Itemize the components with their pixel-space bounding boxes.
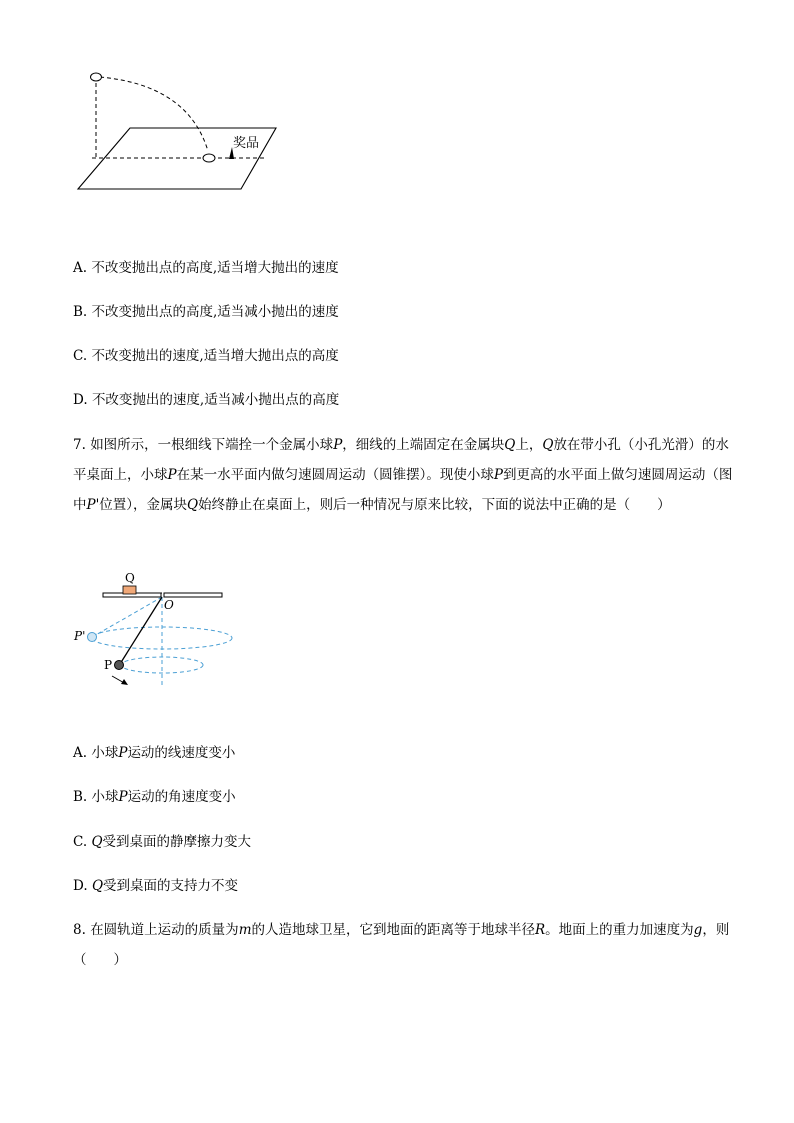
option-text: 不改变抛出点的高度,适当增大抛出的速度 xyxy=(91,260,339,276)
q7-option-c[interactable] xyxy=(73,832,251,852)
stem-text: ，细线的上端固定在金属块 xyxy=(342,437,505,453)
option-text: 受到桌面的支持力不变 xyxy=(103,878,239,894)
stem-text: 放在带小孔（小孔光滑）的水平桌面上，小球 xyxy=(73,437,729,483)
option-key: A. xyxy=(73,745,88,761)
option-text: 不改变抛出点的高度,适当减小抛出的速度 xyxy=(91,304,339,320)
option-text: 不改变抛出的速度,适当减小抛出点的高度 xyxy=(91,392,340,408)
projectile-diagram xyxy=(70,65,290,195)
option-key: D. xyxy=(73,392,88,408)
option-key: D. xyxy=(73,878,88,894)
option-text: 不改变抛出的速度,适当增大抛出点的高度 xyxy=(91,348,339,364)
label-o: O xyxy=(164,598,174,612)
var-q: Q xyxy=(504,437,516,453)
label-p: P xyxy=(104,658,113,672)
landing-ball xyxy=(203,154,215,162)
stem-text: 。地面上的重力加速度为 xyxy=(545,922,694,938)
option-text: 运动的线速度变小 xyxy=(127,745,236,761)
q7-option-d[interactable] xyxy=(73,876,238,896)
option-key: C. xyxy=(73,834,88,850)
option-text: 运动的角速度变小 xyxy=(127,789,236,805)
option-var: Q xyxy=(91,834,103,850)
option-key: B. xyxy=(73,304,88,320)
table-right xyxy=(164,593,222,597)
ball-p xyxy=(115,661,124,670)
label-q: Q xyxy=(125,571,135,585)
var-p: P xyxy=(333,437,343,453)
stem-text: 的人造地球卫星，它到地面的距离等于地球半径 xyxy=(251,922,535,938)
option-var: P xyxy=(118,789,128,805)
var-g: g xyxy=(693,922,703,938)
q6-option-b[interactable] xyxy=(73,302,339,322)
option-var: Q xyxy=(91,878,104,894)
var-q: Q xyxy=(542,437,554,453)
stem-text: 在圆轨道上运动的质量为 xyxy=(90,922,239,938)
stem-text: 在某一水平面内做匀速圆周运动（圆锥摆）。现使小球 xyxy=(176,467,494,483)
var-p-prime: P' xyxy=(86,497,100,513)
block-q xyxy=(123,586,136,594)
q6-option-a[interactable] xyxy=(73,258,339,278)
option-var: P xyxy=(118,745,128,761)
q8-stem xyxy=(73,915,733,975)
ball-p-prime xyxy=(88,633,97,642)
upper-orbit xyxy=(92,627,232,649)
pendulum-diagram xyxy=(70,568,240,693)
string-p-prime xyxy=(94,597,162,636)
option-key: A. xyxy=(73,260,88,276)
projectile-figure xyxy=(70,65,290,195)
option-text: 受到桌面的静摩擦力变大 xyxy=(102,834,252,850)
option-text: 小球 xyxy=(91,789,119,805)
question-number: 7. xyxy=(73,437,86,453)
q6-option-c[interactable] xyxy=(73,346,339,366)
stem-text: 如图所示，一根细线下端拴一个金属小球 xyxy=(90,437,334,453)
option-key: C. xyxy=(73,348,88,364)
stem-text: 位置），金属块 xyxy=(99,497,188,513)
conical-pendulum-figure xyxy=(70,568,240,693)
stem-text: 始终静止在桌面上，则后一种情况与原来比较，下面的说法中正确的是（ ） xyxy=(198,497,671,513)
stem-text: ，则（ ） xyxy=(73,922,730,968)
q6-option-d[interactable] xyxy=(73,390,339,410)
q7-option-a[interactable] xyxy=(73,743,235,763)
var-p: P xyxy=(167,467,177,483)
trajectory-curve xyxy=(100,77,208,151)
q7-option-b[interactable] xyxy=(73,787,236,807)
string-p xyxy=(120,597,162,664)
var-m: m xyxy=(238,922,252,938)
var-q: Q xyxy=(187,497,199,513)
option-key: B. xyxy=(73,789,88,805)
option-text: 小球 xyxy=(91,745,119,761)
question-number: 8. xyxy=(73,922,86,938)
stem-text: 上， xyxy=(515,437,543,453)
stem-text: 到更高的水平面上做匀速圆周运动（图中 xyxy=(73,467,733,513)
var-p: P xyxy=(493,467,503,483)
prize-label: 奖品 xyxy=(233,136,260,151)
q7-stem xyxy=(73,430,733,520)
var-r: R xyxy=(535,922,546,938)
label-p-prime: P' xyxy=(74,629,86,643)
launch-ball xyxy=(91,73,102,81)
